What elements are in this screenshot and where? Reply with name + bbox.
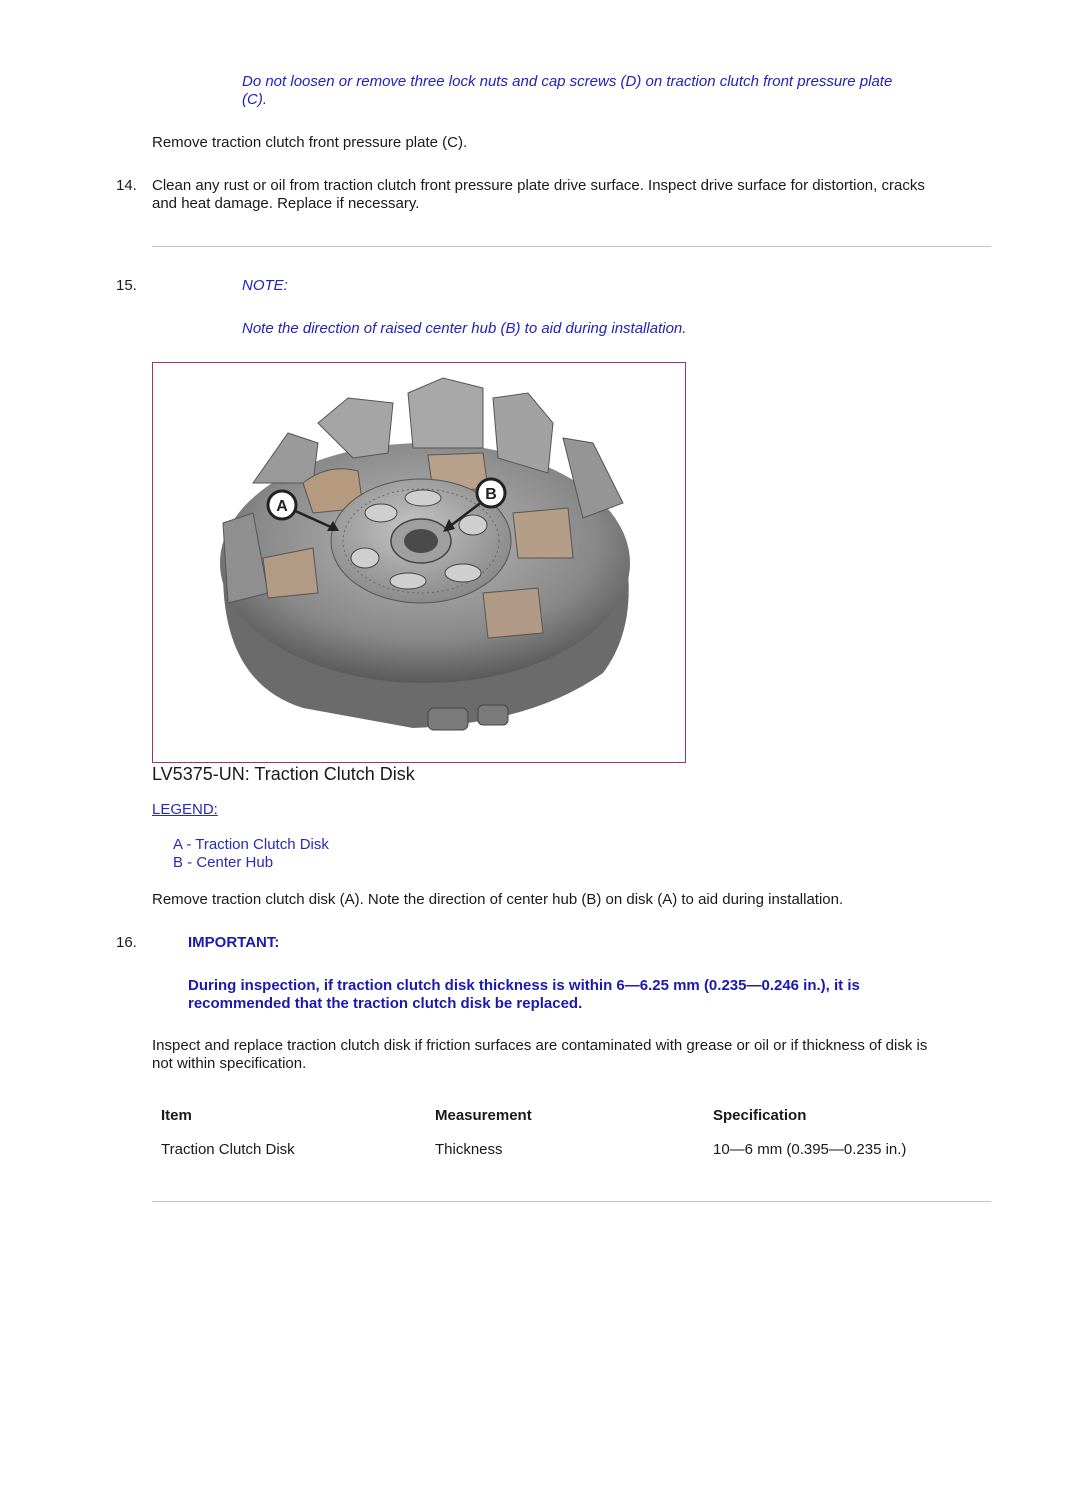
- step-14-line2: and heat damage. Replace if necessary.: [152, 195, 420, 212]
- legend-item-a: A - Traction Clutch Disk: [173, 836, 329, 853]
- lock-nut-note: [242, 73, 892, 109]
- note-label: NOTE:: [242, 277, 288, 294]
- header-item: Item: [161, 1106, 192, 1124]
- divider: [152, 246, 991, 247]
- header-specification: Specification: [713, 1106, 807, 1124]
- divider-bottom: [152, 1201, 991, 1202]
- step-15-number: 15.: [116, 277, 137, 294]
- legend-link[interactable]: LEGEND:: [152, 801, 218, 818]
- inspect-text: [152, 1037, 927, 1073]
- remove-pressure-plate-text: Remove traction clutch front pressure plate (C).: [152, 134, 468, 151]
- table-header-row: [152, 1100, 991, 1130]
- lock-nut-note-line1: Do not loosen or remove three lock nuts and cap screws (D) on traction clutch front pressure plate: [242, 73, 893, 90]
- cell-measurement: Thickness: [435, 1140, 503, 1158]
- legend-item-b: B - Center Hub: [173, 854, 274, 871]
- important-text: [188, 977, 860, 1013]
- important-line1: During inspection, if traction clutch disk thickness is within 6—6.25 mm (0.235—0.246 in.), it is: [188, 977, 860, 994]
- specification-table: [152, 1100, 991, 1168]
- cell-specification: 10—6 mm (0.395—0.235 in.): [713, 1140, 907, 1158]
- inspect-line2: not within specification.: [152, 1055, 307, 1072]
- step-14-text: [152, 177, 925, 213]
- step-16-number: 16.: [116, 934, 137, 951]
- clutch-disk-figure: [152, 362, 686, 763]
- inspect-line1: Inspect and replace traction clutch disk if friction surfaces are contaminated with grease or oil or if thickness of disk is: [152, 1037, 928, 1054]
- clutch-disk-illustration: [153, 363, 685, 762]
- table-row: [152, 1130, 991, 1168]
- cell-item: Traction Clutch Disk: [161, 1140, 295, 1158]
- callout-a-label: A: [276, 498, 288, 515]
- legend-list: [173, 836, 329, 872]
- lock-nut-note-line2: (C).: [242, 91, 267, 108]
- important-line2: recommended that the traction clutch disk be replaced.: [188, 995, 583, 1012]
- header-measurement: Measurement: [435, 1106, 532, 1124]
- note-text: Note the direction of raised center hub (B) to aid during installation.: [242, 320, 687, 337]
- step-14-number: 14.: [116, 177, 137, 194]
- important-label: IMPORTANT:: [188, 934, 280, 951]
- callout-b-label: B: [485, 486, 497, 503]
- figure-caption: LV5375-UN: Traction Clutch Disk: [152, 764, 415, 784]
- remove-disk-text: Remove traction clutch disk (A). Note the direction of center hub (B) on disk (A) to aid during installation.: [152, 891, 844, 908]
- step-14-line1: Clean any rust or oil from traction clutch front pressure plate drive surface. Inspect drive surface for distortion, cracks: [152, 177, 925, 194]
